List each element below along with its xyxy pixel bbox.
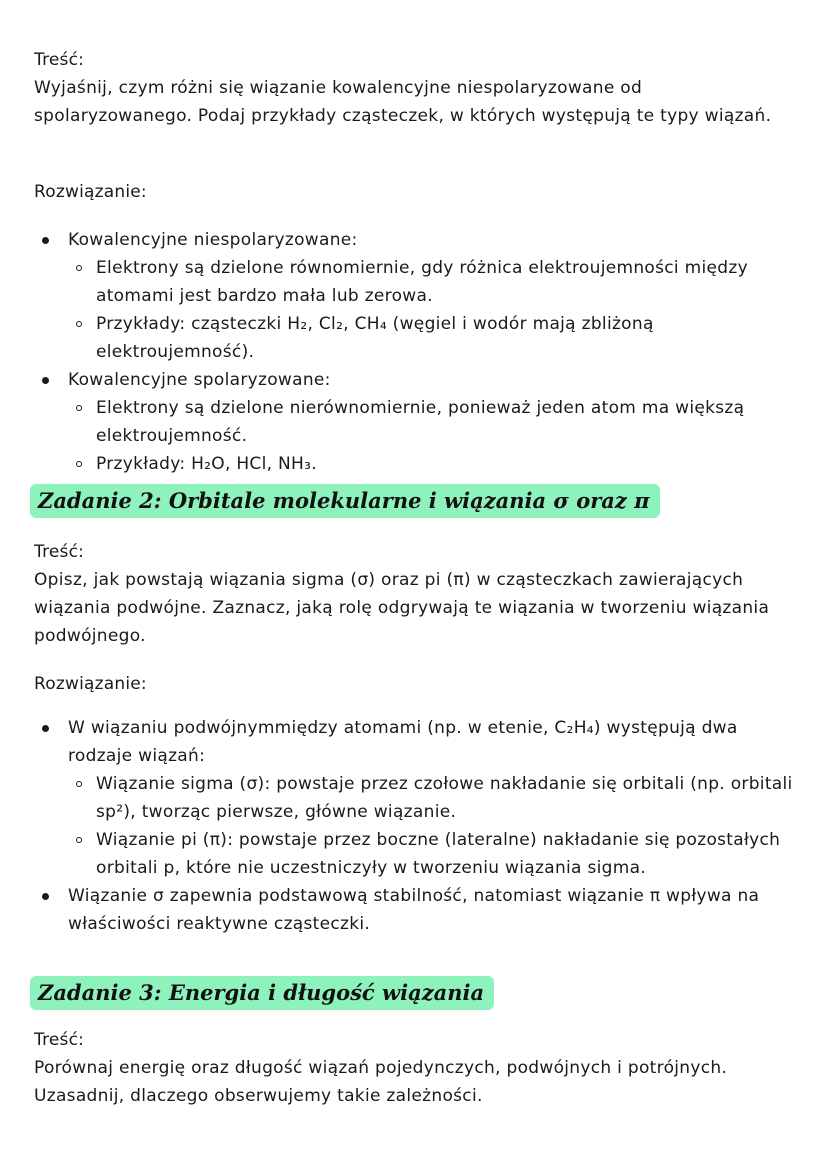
task2-subbullet: Wiązanie sigma (σ): powstaje przez czołowe nakładanie się orbitali (np. orbitali sp²), tworząc pierwsze, główne wiązanie.	[68, 770, 794, 826]
task2-content-label: Treść:	[34, 542, 85, 562]
task1-bullet	[34, 366, 794, 478]
task1-bullet-text: Kowalencyjne niespolaryzowane:	[68, 230, 358, 250]
task2-content	[34, 538, 804, 650]
task2-bullet	[34, 714, 794, 882]
task1-solution-list	[34, 226, 794, 478]
task1-subbullet: Elektrony są dzielone nierównomiernie, ponieważ jeden atom ma większą elektroujemność.	[68, 394, 794, 450]
task3-content-label: Treść:	[34, 1030, 85, 1050]
task2-subbullet: Wiązanie pi (π): powstaje przez boczne (lateralne) nakładanie się pozostałych orbitali p, które nie uczestniczyły w tworzeniu wiązania sigma.	[68, 826, 794, 882]
task1-solution-label: Rozwiązanie:	[34, 182, 147, 202]
task2-solution-label: Rozwiązanie:	[34, 674, 147, 694]
task1-content	[34, 46, 804, 130]
task2-solution-list	[34, 714, 794, 938]
task1-content-label: Treść:	[34, 50, 85, 70]
task2-content-text: Opisz, jak powstają wiązania sigma (σ) oraz pi (π) w cząsteczkach zawierających wiązania podwójne. Zaznacz, jaką rolę odgrywają te wiązania w tworzeniu wiązania podwójnego.	[34, 570, 770, 646]
task3-heading: Zadanie 3: Energia i długość wiązania	[30, 976, 494, 1010]
task2-bullet: Wiązanie σ zapewnia podstawową stabilność, natomiast wiązanie π wpływa na właściwości reaktywne cząsteczki.	[34, 882, 794, 938]
task3-content-text: Porównaj energię oraz długość wiązań pojedynczych, podwójnych i potrójnych. Uzasadnij, dlaczego obserwujemy takie zależności.	[34, 1058, 728, 1106]
task1-bullet-text: Kowalencyjne spolaryzowane:	[68, 370, 331, 390]
task1-subbullet: Przykłady: H₂O, HCl, NH₃.	[68, 450, 794, 478]
task1-content-text: Wyjaśnij, czym różni się wiązanie kowalencyjne niespolaryzowane od spolaryzowanego. Podaj przykłady cząsteczek, w których występują te typy wiązań.	[34, 78, 772, 126]
task2-heading: Zadanie 2: Orbitale molekularne i wiązania σ oraz π	[30, 484, 660, 518]
task2-bullet-text: W wiązaniu podwójnymmiędzy atomami (np. w etenie, C₂H₄) występują dwa rodzaje wiązań:	[68, 718, 738, 766]
task1-subbullet: Przykłady: cząsteczki H₂, Cl₂, CH₄ (węgiel i wodór mają zbliżoną elektroujemność).	[68, 310, 794, 366]
task1-bullet	[34, 226, 794, 366]
task3-content	[34, 1026, 804, 1110]
task1-subbullet: Elektrony są dzielone równomiernie, gdy różnica elektroujemności między atomami jest bardzo mała lub zerowa.	[68, 254, 794, 310]
